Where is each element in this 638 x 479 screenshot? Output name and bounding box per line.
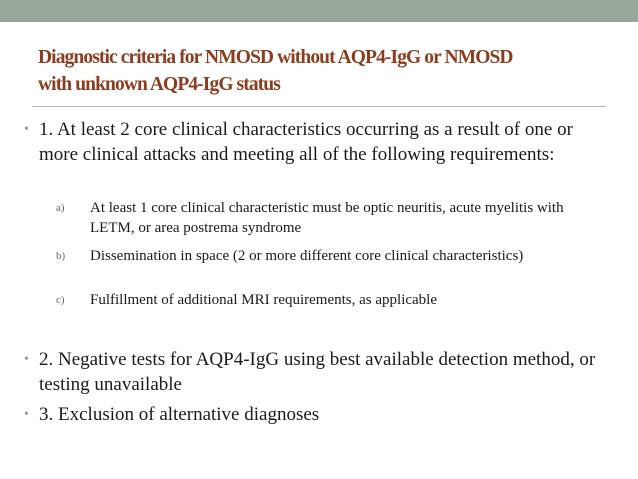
bullet-2-text: 2. Negative tests for AQP4-IgG using best available detection method, or testing unavailable	[39, 349, 596, 395]
subitem-a-text: At least 1 core clinical characteristic must be optic neuritis, acute myelitis with LETM, or area postrema syndrome	[90, 200, 564, 236]
bullet-dot: •	[24, 122, 29, 137]
subitem-c-label: c)	[56, 294, 65, 306]
bullet-3-text: 3. Exclusion of alternative diagnoses	[39, 404, 320, 425]
subitem-a-label: a)	[56, 202, 65, 214]
title-line-2: with unknown AQP4-IgG status	[38, 74, 280, 95]
subitem-c-text: Fulfillment of additional MRI requirements, as applicable	[90, 292, 437, 308]
bullet-dot: •	[24, 352, 29, 367]
bullet-1-text: 1. At least 2 core clinical characteristics occurring as a result of one or more clinical attacks and meeting all of the following requirements:	[39, 119, 573, 165]
slide-title	[38, 44, 608, 98]
bullet-dot: •	[24, 407, 29, 422]
title-line-1: Diagnostic criteria for NMOSD without AQP4-IgG or NMOSD	[38, 47, 513, 68]
top-banner	[0, 0, 638, 22]
subitem-b-label: b)	[56, 250, 66, 262]
title-divider	[32, 106, 606, 107]
subitem-b-text: Dissemination in space (2 or more different core clinical characteristics)	[90, 248, 524, 264]
